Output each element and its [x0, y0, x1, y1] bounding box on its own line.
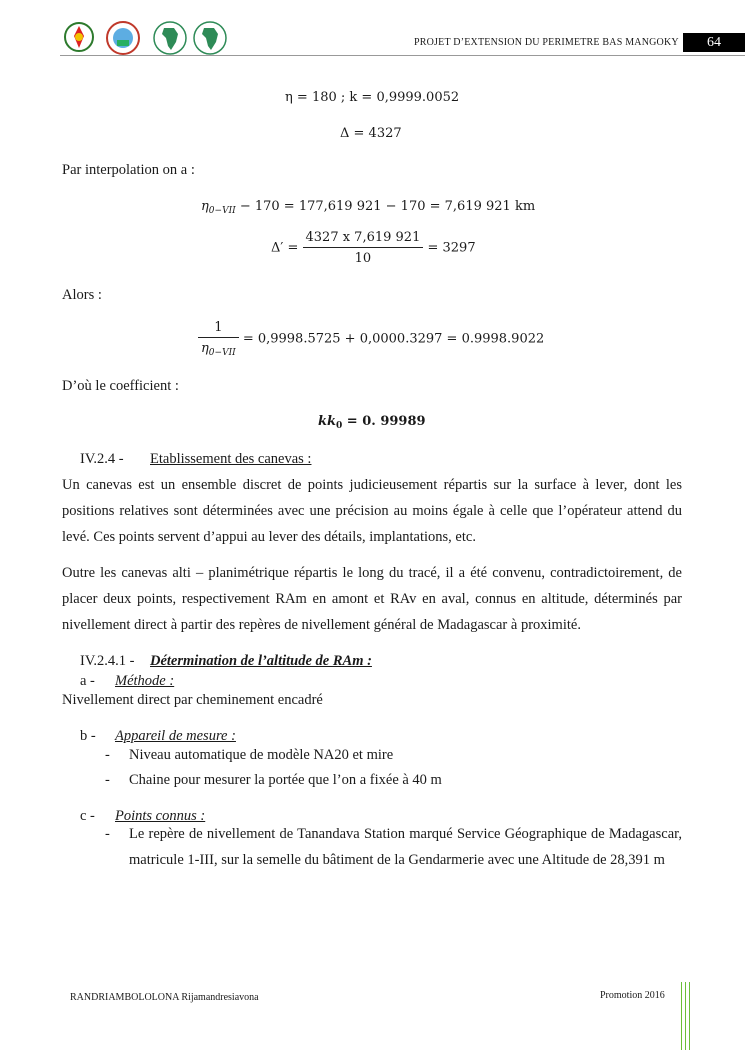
item-a-title: Méthode :: [115, 673, 175, 689]
footer-accent-bar: [689, 982, 690, 1050]
agency-logo-icon: [105, 20, 141, 56]
bullet-dash: -: [105, 826, 110, 842]
equation-inverse-eta: [198, 320, 544, 358]
eta-subscript: 0−VII: [208, 206, 236, 216]
delta-prime-rhs: = 3297: [423, 240, 476, 256]
interpolation-intro: Par interpolation on a :: [62, 162, 195, 178]
item-a-letter: a -: [80, 673, 95, 689]
subsection-number: IV.2.4.1 -: [80, 653, 135, 669]
kk-subscript: 0: [336, 421, 343, 431]
afdb-logo-icon: [152, 20, 188, 56]
eta-symbol: η: [201, 341, 209, 356]
fraction-numerator: 1: [198, 320, 239, 338]
delta-prime-fraction: [303, 230, 424, 266]
item-a-text: Nivellement direct par cheminement encadré: [62, 692, 323, 708]
item-b-title: Appareil de mesure :: [115, 728, 236, 744]
eq3-rest: − 170 = 177,619 921 − 170 = 7,619 921 km: [235, 199, 536, 214]
footer-author: RANDRIAMBOLOLONA Rijamandresiavona: [70, 992, 259, 1003]
bullet-dash: -: [105, 747, 110, 763]
equation-kk0: [318, 414, 426, 431]
eta-symbol: η: [201, 199, 209, 214]
bullet-dash: -: [105, 772, 110, 788]
paragraph-canevas-points: Outre les canevas alti – planimétrique répartis le long du tracé, il a été convenu, contradictoirement, de placer deux points, respectivement RAm en amont et RAv en aval, connus en altitude, déterminés par nivellement direct à partir des repères de nivellement général de Madagascar à proximité.: [62, 565, 682, 633]
kk-symbol: kk: [318, 414, 337, 429]
equation-eta-0-vii: [201, 199, 535, 216]
equation-eta-k: η = 180 ; k = 0,9999.0052: [285, 90, 460, 105]
fraction-denominator: 10: [354, 251, 372, 266]
header-rule: [60, 55, 745, 56]
eta-subscript: 0−VII: [208, 348, 236, 358]
section-title: Etablissement des canevas :: [150, 451, 312, 467]
fraction-numerator: 4327 x 7,619 921: [303, 230, 424, 248]
subsection-title: Détermination de l’altitude de RAm :: [150, 653, 372, 669]
coefficient-intro: D’où le coefficient :: [62, 378, 179, 394]
inverse-eta-rhs: = 0,9998.5725 + 0,0000.3297 = 0.9998.9022: [238, 331, 545, 347]
page-number: 64: [683, 33, 745, 52]
fraction-denominator: [198, 338, 239, 358]
kk0-rhs: = 0. 99989: [342, 414, 426, 429]
equation-delta-prime: [271, 230, 476, 266]
africa-fund-logo-icon: [192, 20, 228, 56]
list-item: Niveau automatique de modèle NA20 et mire: [129, 747, 394, 763]
item-c-title: Points connus :: [115, 808, 206, 824]
item-c-letter: c -: [80, 808, 95, 824]
ministry-logo-icon: [62, 20, 96, 56]
footer-accent-bar: [685, 982, 686, 1050]
equation-delta: Δ = 4327: [340, 126, 402, 141]
item-b-letter: b -: [80, 728, 96, 744]
footer-promotion: Promotion 2016: [600, 990, 665, 1001]
alors-label: Alors :: [62, 287, 102, 303]
paragraph-canevas-definition: Un canevas est un ensemble discret de points judicieusement répartis sur la surface à lever, dont les positions relatives sont déterminées avec une précision au moins égale à celle que l’opérateur attend du levé. Ces points servent d’appui au lever des détails, implantations, etc.: [62, 477, 682, 545]
list-item: Chaine pour mesurer la portée que l’on a fixée à 40 m: [129, 772, 442, 788]
delta-prime-lhs: Δ′ =: [271, 240, 303, 256]
inverse-eta-fraction: [198, 320, 239, 358]
header-title: PROJET D’EXTENSION DU PERIMETRE BAS MANGOKY: [414, 37, 679, 48]
list-item: Le repère de nivellement de Tanandava Station marqué Service Géographique de Madagascar, matricule 1-III, sur la semelle du bâtiment de la Gendarmerie avec une Altitude de 28,391 m: [129, 826, 682, 868]
footer-accent-bar: [681, 982, 682, 1050]
section-number: IV.2.4 -: [80, 451, 124, 467]
